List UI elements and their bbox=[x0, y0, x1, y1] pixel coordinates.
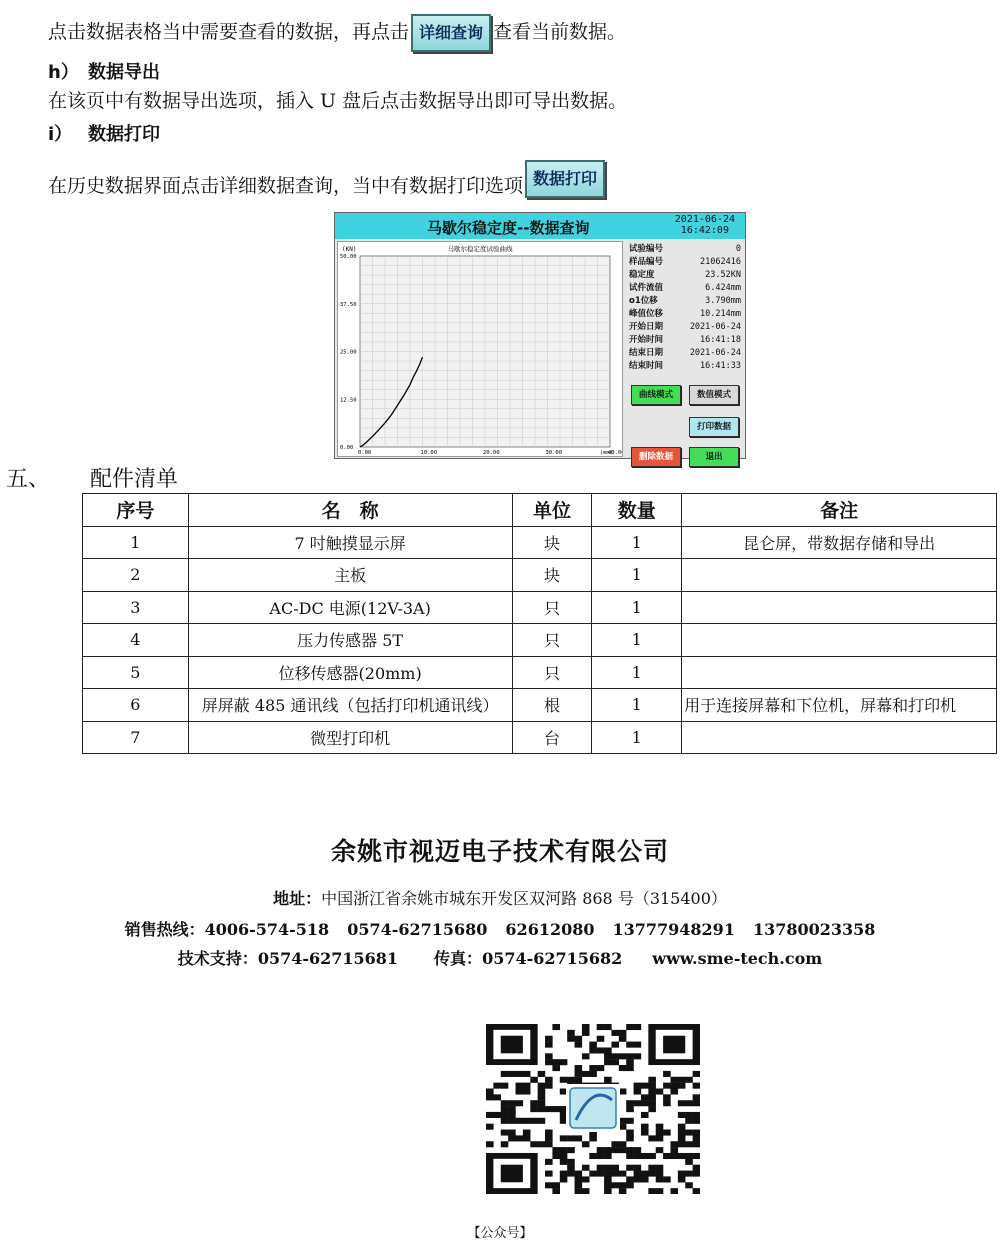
cell-unit: 只 bbox=[512, 656, 592, 689]
cell-unit: 只 bbox=[512, 624, 592, 657]
cell-unit: 只 bbox=[512, 591, 592, 624]
info-key: 试件流值 bbox=[629, 283, 664, 293]
paragraph-detail-query bbox=[48, 14, 626, 52]
table-row bbox=[83, 689, 997, 722]
x-tick-label: 40.0 bbox=[608, 450, 622, 456]
fax-label: 传真： bbox=[434, 949, 483, 968]
cell-note bbox=[682, 591, 997, 624]
para1-text: 点击数据表格当中需要查看的数据，再点击 bbox=[48, 21, 410, 43]
heading-data-print bbox=[48, 120, 160, 146]
data-print-button[interactable]: 数据打印 bbox=[525, 160, 605, 198]
cell-name: 主板 bbox=[188, 559, 512, 592]
info-value: 0 bbox=[735, 244, 741, 254]
delete-data-button[interactable]: 删除数据 bbox=[631, 447, 681, 467]
cell-quantity: 1 bbox=[592, 559, 682, 592]
company-name: 余姚市视迈电子技术有限公司 bbox=[330, 837, 669, 866]
info-key: 结束日期 bbox=[629, 348, 664, 358]
table-row bbox=[83, 559, 997, 592]
cell-index: 5 bbox=[83, 656, 189, 689]
x-tick-label: 10.00 bbox=[420, 450, 438, 456]
address-line bbox=[0, 886, 1000, 909]
info-value: 21062416 bbox=[700, 257, 741, 267]
hmi-info-panel bbox=[625, 241, 745, 462]
cell-note bbox=[682, 721, 997, 754]
info-key: 开始日期 bbox=[629, 322, 664, 332]
sales-line bbox=[0, 917, 1000, 940]
cell-note bbox=[682, 624, 997, 657]
cell-quantity: 1 bbox=[592, 689, 682, 722]
info-row bbox=[629, 282, 741, 295]
cell-note bbox=[682, 656, 997, 689]
cell-note bbox=[682, 559, 997, 592]
paragraph-data-print bbox=[48, 168, 607, 206]
info-row bbox=[629, 308, 741, 321]
sales-number: 0574-62715680 bbox=[347, 920, 488, 939]
x-tick-label: 20.00 bbox=[483, 450, 500, 456]
cell-quantity: 1 bbox=[592, 624, 682, 657]
cell-unit: 块 bbox=[512, 559, 592, 592]
cell-name: 7 吋触摸显示屏 bbox=[188, 526, 512, 559]
section-parts-list-heading bbox=[6, 462, 178, 493]
heading-index: h） bbox=[48, 62, 79, 83]
header-name: 名 称 bbox=[188, 494, 512, 527]
hmi-title-bar bbox=[335, 213, 745, 239]
info-row bbox=[629, 347, 741, 360]
cell-quantity: 1 bbox=[592, 526, 682, 559]
cell-unit: 块 bbox=[512, 526, 592, 559]
sales-label: 销售热线： bbox=[124, 920, 205, 939]
x-tick-label: 0.00 bbox=[358, 450, 372, 456]
curve-mode-button[interactable]: 曲线模式 bbox=[631, 385, 681, 405]
info-key: 结束时间 bbox=[629, 361, 664, 371]
support-label: 技术支持： bbox=[177, 949, 258, 968]
hmi-datetime bbox=[675, 214, 735, 236]
info-value: 10.214mm bbox=[700, 309, 741, 319]
section-number: 五、 bbox=[6, 467, 51, 492]
info-key: 开始时间 bbox=[629, 335, 664, 345]
support-number: 0574-62715681 bbox=[257, 949, 399, 968]
qr-caption: 【公众号】 bbox=[467, 1226, 533, 1241]
info-row bbox=[629, 321, 741, 334]
cell-index: 1 bbox=[83, 526, 189, 559]
hmi-date: 2021-06-24 bbox=[674, 214, 735, 225]
info-value: 16:41:18 bbox=[700, 335, 741, 345]
heading-index: i） bbox=[48, 124, 73, 145]
sales-number: 4006-574-518 bbox=[204, 920, 330, 939]
y-tick-label: 50.00 bbox=[340, 254, 357, 260]
detail-query-button[interactable]: 详细查询 bbox=[411, 14, 491, 52]
info-row bbox=[629, 269, 741, 282]
hmi-chart-panel bbox=[337, 241, 623, 457]
paragraph-data-export: 在该页中有数据导出选项，插入 U 盘后点击数据导出即可导出数据。 bbox=[48, 90, 628, 112]
x-tick-label: 30.00 bbox=[545, 450, 563, 456]
section-title: 配件清单 bbox=[90, 467, 179, 492]
info-value: 2021-06-24 bbox=[689, 348, 741, 358]
chart-title: 马歇尔稳定度试验曲线 bbox=[447, 245, 513, 253]
qr-code-image bbox=[486, 1024, 700, 1194]
cell-note: 用于连接屏幕和下位机，屏幕和打印机 bbox=[682, 689, 997, 722]
header-note: 备注 bbox=[682, 494, 997, 527]
parts-table bbox=[82, 493, 997, 754]
print-data-button[interactable]: 打印数据 bbox=[689, 417, 739, 437]
info-value: 3.790mm bbox=[705, 296, 741, 306]
cell-name: AC-DC 电源(12V-3A) bbox=[188, 591, 512, 624]
cell-unit: 根 bbox=[512, 689, 592, 722]
info-key: 峰值位移 bbox=[629, 309, 664, 319]
y-tick-label: 25.00 bbox=[340, 349, 357, 356]
stability-curve-chart bbox=[338, 242, 622, 456]
cell-quantity: 1 bbox=[592, 721, 682, 754]
info-row bbox=[629, 243, 741, 256]
website-link[interactable]: www.sme-tech.com bbox=[652, 949, 823, 968]
info-value: 2021-06-24 bbox=[689, 322, 741, 332]
hmi-title: 马歇尔稳定度--数据查询 bbox=[427, 219, 590, 237]
cell-name: 压力传感器 5T bbox=[188, 624, 512, 657]
address-label: 地址： bbox=[273, 889, 322, 908]
cell-index: 6 bbox=[83, 689, 189, 722]
heading-data-export bbox=[48, 58, 160, 84]
table-row bbox=[83, 656, 997, 689]
table-row bbox=[83, 721, 997, 754]
para3-text: 在历史数据界面点击详细数据查询，当中有数据打印选项 bbox=[48, 175, 524, 197]
cell-index: 7 bbox=[83, 721, 189, 754]
x-unit-label: (mm) bbox=[599, 450, 613, 456]
y-tick-label: 37.50 bbox=[340, 301, 357, 308]
table-header-row bbox=[83, 494, 997, 527]
sales-number: 13777948291 bbox=[612, 920, 735, 939]
hmi-time: 16:42:09 bbox=[680, 225, 729, 236]
heading-title: 数据打印 bbox=[88, 124, 160, 145]
info-row bbox=[629, 295, 741, 308]
info-key: o1位移 bbox=[629, 296, 658, 306]
info-row bbox=[629, 256, 741, 269]
table-row bbox=[83, 624, 997, 657]
cell-name: 屏屏蔽 485 通讯线（包括打印机通讯线） bbox=[188, 689, 512, 722]
cell-quantity: 1 bbox=[592, 591, 682, 624]
info-key: 试验编号 bbox=[629, 244, 664, 254]
info-row bbox=[629, 334, 741, 347]
hmi-screenshot bbox=[334, 212, 746, 462]
header-quantity: 数量 bbox=[592, 494, 682, 527]
y-unit-label: (KN) bbox=[342, 246, 357, 253]
para1-text-end: 查看当前数据。 bbox=[493, 21, 627, 43]
sales-number: 62612080 bbox=[505, 920, 595, 939]
info-value: 16:41:33 bbox=[700, 361, 741, 371]
info-key: 稳定度 bbox=[629, 270, 655, 280]
address-value: 中国浙江省余姚市城东开发区双河路 868 号（315400） bbox=[321, 889, 727, 908]
exit-button[interactable]: 退出 bbox=[689, 447, 739, 467]
cell-name: 位移传感器(20mm) bbox=[188, 656, 512, 689]
header-unit: 单位 bbox=[512, 494, 592, 527]
y-tick-label: 0.00 bbox=[340, 445, 354, 451]
heading-title: 数据导出 bbox=[88, 62, 160, 83]
support-line bbox=[0, 946, 1000, 969]
cell-quantity: 1 bbox=[592, 656, 682, 689]
info-value: 23.52KN bbox=[705, 270, 741, 280]
cell-index: 3 bbox=[83, 591, 189, 624]
header-index: 序号 bbox=[83, 494, 189, 527]
info-value: 6.424mm bbox=[705, 283, 741, 293]
cell-note: 昆仑屏，带数据存储和导出 bbox=[682, 526, 997, 559]
cell-unit: 台 bbox=[512, 721, 592, 754]
table-row bbox=[83, 526, 997, 559]
value-mode-button[interactable]: 数值模式 bbox=[689, 385, 739, 405]
cell-name: 微型打印机 bbox=[188, 721, 512, 754]
fax-number: 0574-62715682 bbox=[482, 949, 623, 968]
y-tick-label: 12.50 bbox=[340, 397, 357, 404]
info-key: 样品编号 bbox=[629, 257, 664, 267]
cell-index: 4 bbox=[83, 624, 189, 657]
info-row bbox=[629, 360, 741, 373]
table-row bbox=[83, 591, 997, 624]
sales-number: 13780023358 bbox=[752, 920, 876, 939]
cell-index: 2 bbox=[83, 559, 189, 592]
